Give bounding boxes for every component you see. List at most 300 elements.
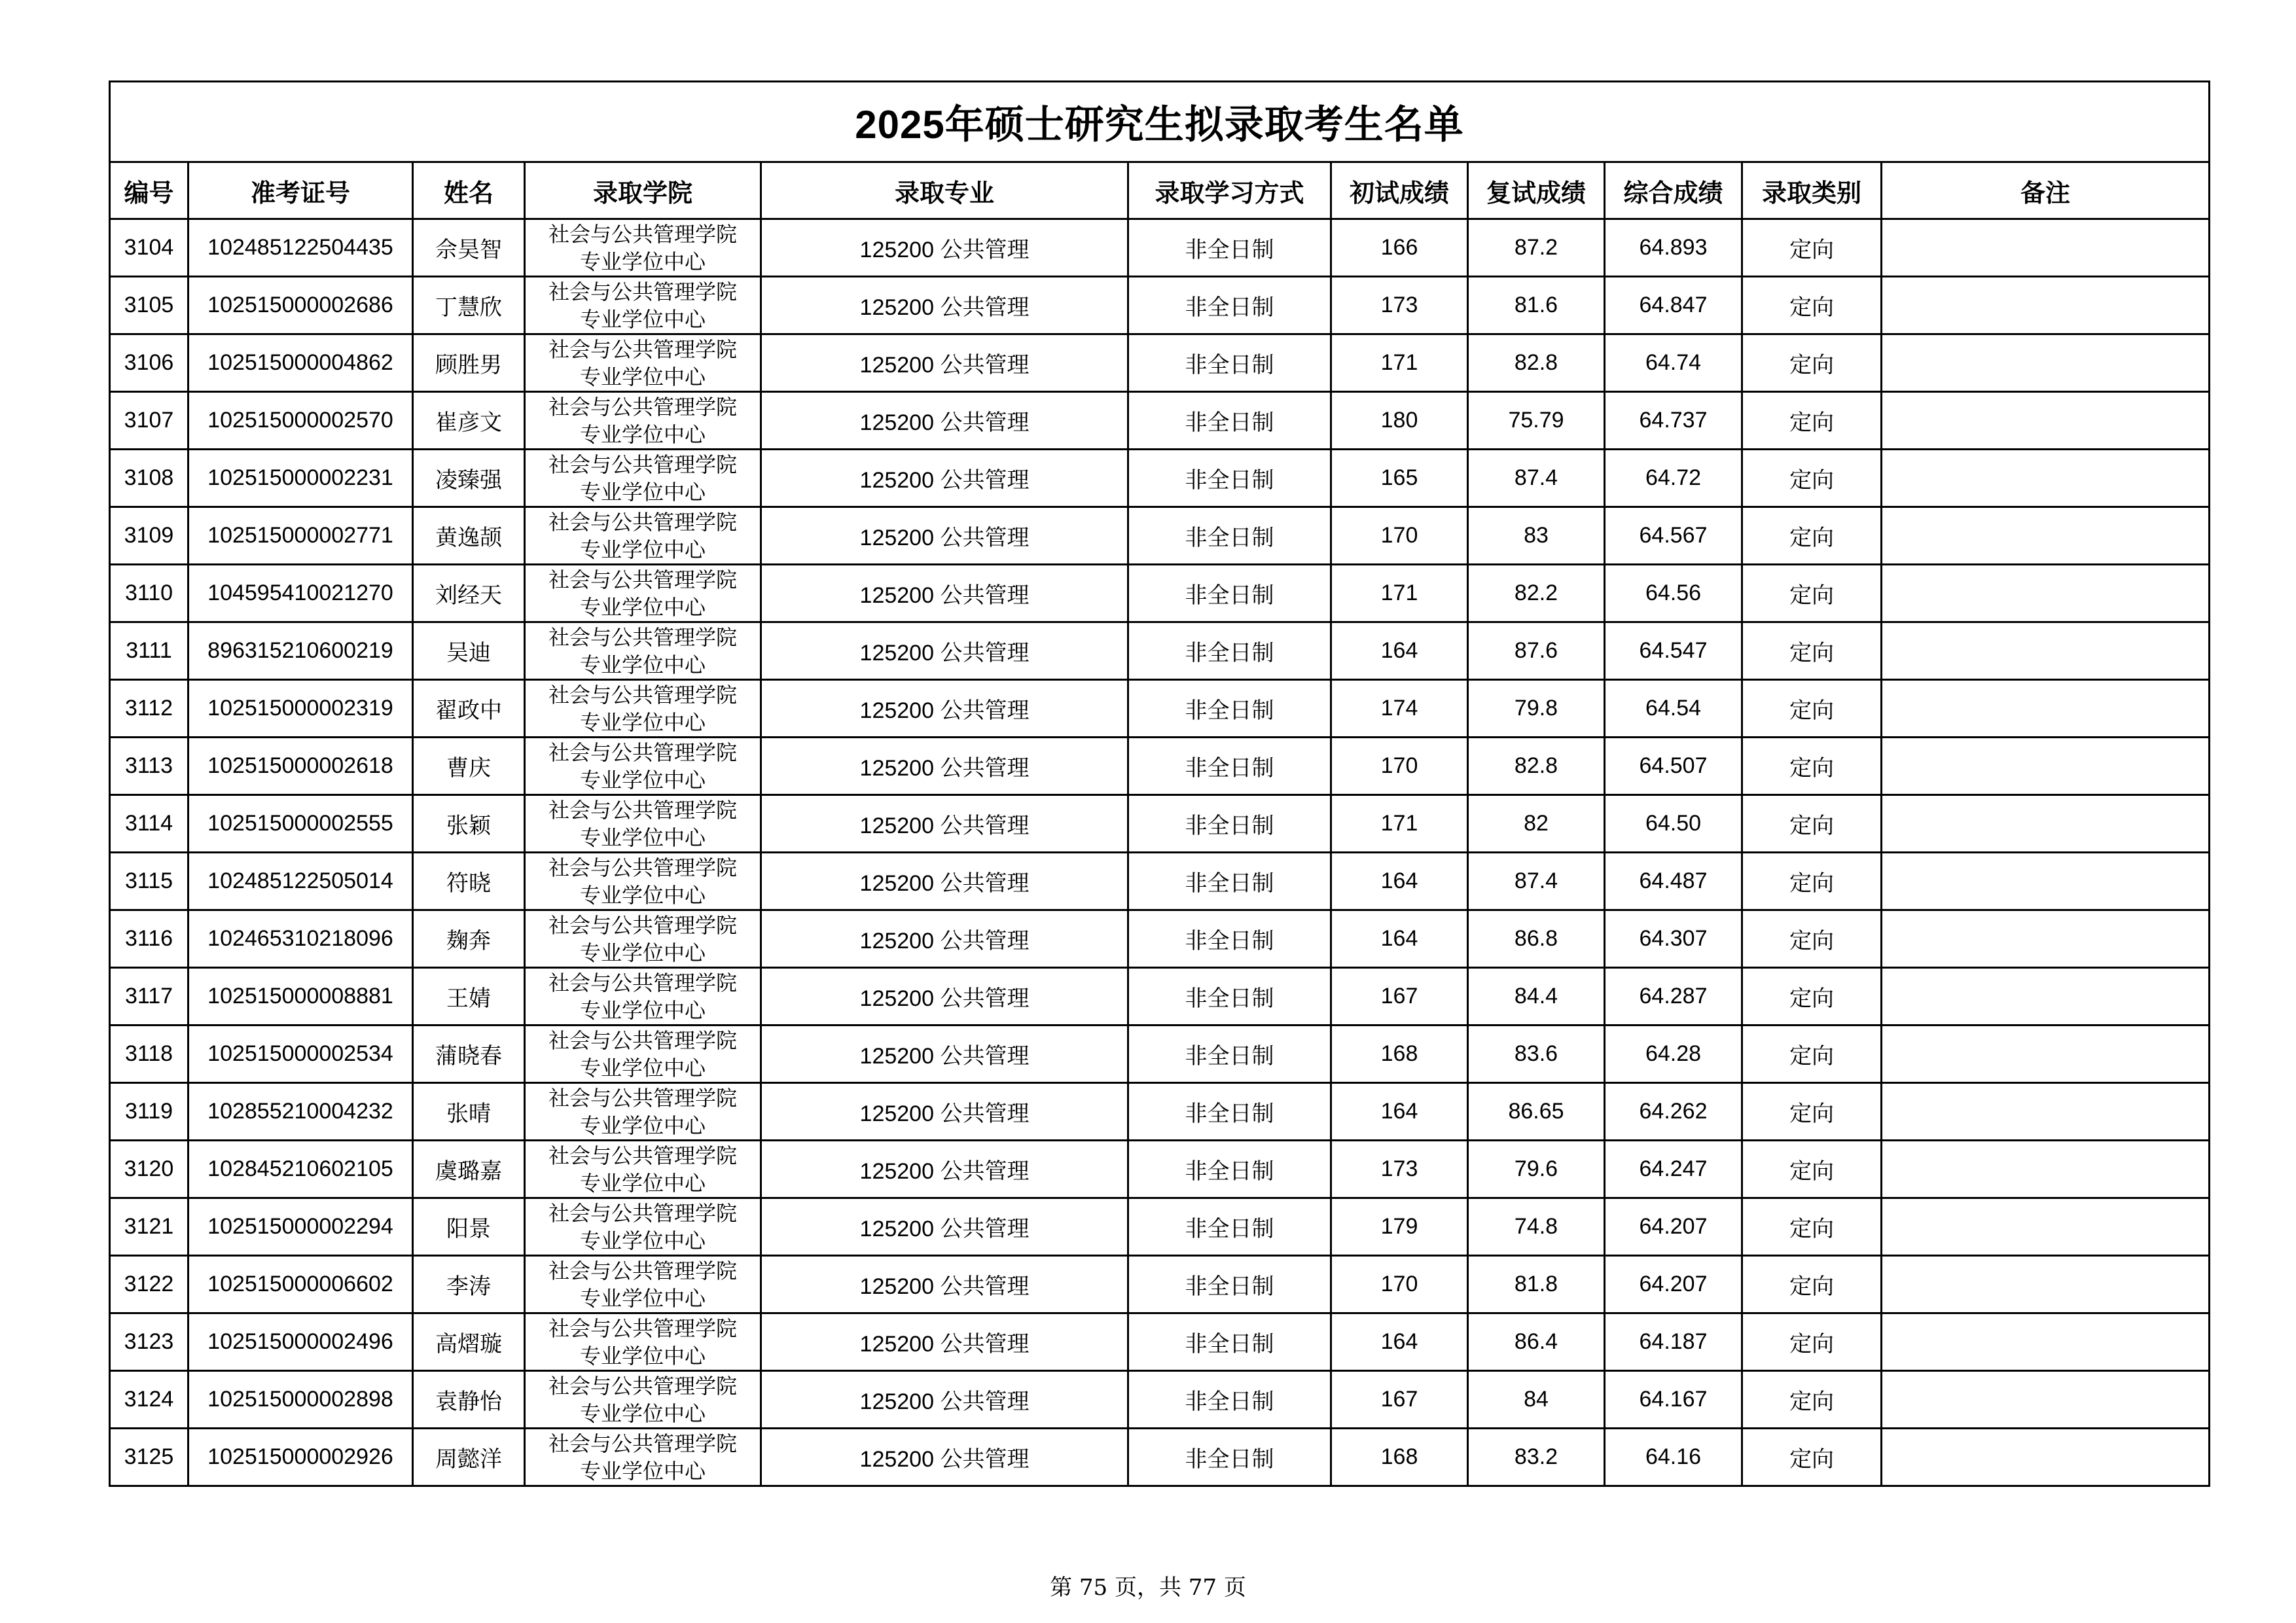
cell-college xyxy=(525,910,761,968)
college-line-2: 专业学位中心 xyxy=(579,479,706,505)
cell-retest-score: 79.6 xyxy=(1468,1141,1605,1198)
college-line-2: 专业学位中心 xyxy=(579,1343,706,1368)
cell-category: 定向 xyxy=(1742,565,1882,622)
cell-category: 定向 xyxy=(1742,334,1882,392)
cell-note xyxy=(1882,565,2210,622)
cell-study-mode: 非全日制 xyxy=(1128,507,1331,565)
table-row xyxy=(110,1141,2210,1198)
table-row xyxy=(110,910,2210,968)
cell-major: 125200 公共管理 xyxy=(761,968,1128,1026)
cell-no: 3120 xyxy=(110,1141,188,1198)
cell-college xyxy=(525,680,761,738)
cell-major: 125200 公共管理 xyxy=(761,1083,1128,1141)
college-line-2: 专业学位中心 xyxy=(579,1400,706,1426)
cell-major: 125200 公共管理 xyxy=(761,334,1128,392)
cell-college xyxy=(525,1141,761,1198)
cell-prelim-score: 180 xyxy=(1331,392,1468,450)
table-row xyxy=(110,392,2210,450)
cell-total-score: 64.74 xyxy=(1605,334,1742,392)
cell-exam-id: 102515000002771 xyxy=(188,507,413,565)
cell-note xyxy=(1882,507,2210,565)
college-line-1: 社会与公共管理学院 xyxy=(548,1027,737,1053)
cell-name: 袁静怡 xyxy=(413,1371,525,1429)
cell-college xyxy=(525,853,761,910)
cell-prelim-score: 174 xyxy=(1331,680,1468,738)
college-line-2: 专业学位中心 xyxy=(579,306,706,332)
cell-note xyxy=(1882,392,2210,450)
cell-retest-score: 84 xyxy=(1468,1371,1605,1429)
college-line-1: 社会与公共管理学院 xyxy=(548,970,737,995)
cell-exam-id: 102515000004862 xyxy=(188,334,413,392)
cell-prelim-score: 164 xyxy=(1331,853,1468,910)
cell-major: 125200 公共管理 xyxy=(761,450,1128,507)
cell-major: 125200 公共管理 xyxy=(761,392,1128,450)
cell-retest-score: 87.4 xyxy=(1468,450,1605,507)
cell-major: 125200 公共管理 xyxy=(761,910,1128,968)
cell-prelim-score: 168 xyxy=(1331,1429,1468,1486)
cell-exam-id: 102485122505014 xyxy=(188,853,413,910)
cell-name: 佘昊智 xyxy=(413,219,525,277)
cell-major: 125200 公共管理 xyxy=(761,1256,1128,1313)
table-row xyxy=(110,507,2210,565)
college-line-1: 社会与公共管理学院 xyxy=(548,855,737,880)
college-line-1: 社会与公共管理学院 xyxy=(548,797,737,823)
cell-retest-score: 82.8 xyxy=(1468,334,1605,392)
cell-study-mode: 非全日制 xyxy=(1128,853,1331,910)
cell-name: 周懿洋 xyxy=(413,1429,525,1486)
cell-total-score: 64.187 xyxy=(1605,1313,1742,1371)
cell-category: 定向 xyxy=(1742,1429,1882,1486)
college-line-2: 专业学位中心 xyxy=(579,940,706,965)
cell-exam-id: 102515000002555 xyxy=(188,795,413,853)
cell-total-score: 64.56 xyxy=(1605,565,1742,622)
cell-study-mode: 非全日制 xyxy=(1128,1198,1331,1256)
cell-college xyxy=(525,622,761,680)
college-line-2: 专业学位中心 xyxy=(579,1170,706,1196)
cell-prelim-score: 170 xyxy=(1331,1256,1468,1313)
cell-exam-id: 102515000002534 xyxy=(188,1026,413,1083)
cell-name: 符晓 xyxy=(413,853,525,910)
cell-college xyxy=(525,1313,761,1371)
cell-name: 张晴 xyxy=(413,1083,525,1141)
cell-study-mode: 非全日制 xyxy=(1128,1083,1331,1141)
cell-college xyxy=(525,1371,761,1429)
cell-note xyxy=(1882,1313,2210,1371)
cell-note xyxy=(1882,1256,2210,1313)
cell-name: 顾胜男 xyxy=(413,334,525,392)
cell-note xyxy=(1882,968,2210,1026)
cell-category: 定向 xyxy=(1742,622,1882,680)
cell-name: 崔彦文 xyxy=(413,392,525,450)
cell-major: 125200 公共管理 xyxy=(761,219,1128,277)
cell-prelim-score: 167 xyxy=(1331,1371,1468,1429)
cell-total-score: 64.487 xyxy=(1605,853,1742,910)
cell-note xyxy=(1882,738,2210,795)
cell-college xyxy=(525,1429,761,1486)
cell-no: 3108 xyxy=(110,450,188,507)
cell-no: 3105 xyxy=(110,277,188,334)
table-row xyxy=(110,680,2210,738)
cell-note xyxy=(1882,334,2210,392)
cell-total-score: 64.567 xyxy=(1605,507,1742,565)
college-line-1: 社会与公共管理学院 xyxy=(548,394,737,419)
cell-exam-id: 102515000002618 xyxy=(188,738,413,795)
cell-note xyxy=(1882,1429,2210,1486)
cell-major: 125200 公共管理 xyxy=(761,1313,1128,1371)
cell-category: 定向 xyxy=(1742,1313,1882,1371)
cell-category: 定向 xyxy=(1742,795,1882,853)
cell-category: 定向 xyxy=(1742,219,1882,277)
table-row xyxy=(110,334,2210,392)
cell-category: 定向 xyxy=(1742,910,1882,968)
cell-name: 李涛 xyxy=(413,1256,525,1313)
cell-name: 阳景 xyxy=(413,1198,525,1256)
cell-note xyxy=(1882,795,2210,853)
cell-note xyxy=(1882,1026,2210,1083)
cell-prelim-score: 168 xyxy=(1331,1026,1468,1083)
cell-exam-id: 102465310218096 xyxy=(188,910,413,968)
cell-no: 3121 xyxy=(110,1198,188,1256)
cell-study-mode: 非全日制 xyxy=(1128,450,1331,507)
cell-college xyxy=(525,507,761,565)
cell-total-score: 64.737 xyxy=(1605,392,1742,450)
cell-study-mode: 非全日制 xyxy=(1128,277,1331,334)
cell-study-mode: 非全日制 xyxy=(1128,680,1331,738)
cell-name: 高熠璇 xyxy=(413,1313,525,1371)
cell-retest-score: 87.6 xyxy=(1468,622,1605,680)
cell-prelim-score: 167 xyxy=(1331,968,1468,1026)
cell-exam-id: 102515000002294 xyxy=(188,1198,413,1256)
cell-prelim-score: 164 xyxy=(1331,1083,1468,1141)
cell-no: 3110 xyxy=(110,565,188,622)
header-college: 录取学院 xyxy=(525,162,761,219)
header-category: 录取类别 xyxy=(1742,162,1882,219)
cell-major: 125200 公共管理 xyxy=(761,680,1128,738)
header-name: 姓名 xyxy=(413,162,525,219)
college-line-1: 社会与公共管理学院 xyxy=(548,1200,737,1226)
cell-prelim-score: 166 xyxy=(1331,219,1468,277)
cell-exam-id: 102515000002496 xyxy=(188,1313,413,1371)
cell-study-mode: 非全日制 xyxy=(1128,1256,1331,1313)
college-line-1: 社会与公共管理学院 xyxy=(548,1431,737,1456)
cell-prelim-score: 164 xyxy=(1331,910,1468,968)
cell-exam-id: 104595410021270 xyxy=(188,565,413,622)
cell-category: 定向 xyxy=(1742,1026,1882,1083)
cell-retest-score: 83.6 xyxy=(1468,1026,1605,1083)
cell-no: 3119 xyxy=(110,1083,188,1141)
college-line-2: 专业学位中心 xyxy=(579,652,706,677)
table-row xyxy=(110,968,2210,1026)
cell-no: 3116 xyxy=(110,910,188,968)
cell-category: 定向 xyxy=(1742,277,1882,334)
cell-prelim-score: 170 xyxy=(1331,738,1468,795)
cell-college xyxy=(525,1256,761,1313)
cell-total-score: 64.847 xyxy=(1605,277,1742,334)
header-major: 录取专业 xyxy=(761,162,1128,219)
cell-study-mode: 非全日制 xyxy=(1128,795,1331,853)
admission-table xyxy=(109,80,2210,1487)
college-line-2: 专业学位中心 xyxy=(579,421,706,447)
cell-college xyxy=(525,738,761,795)
cell-retest-score: 82.8 xyxy=(1468,738,1605,795)
college-line-1: 社会与公共管理学院 xyxy=(548,682,737,707)
cell-exam-id: 102515000002231 xyxy=(188,450,413,507)
cell-no: 3114 xyxy=(110,795,188,853)
college-line-2: 专业学位中心 xyxy=(579,537,706,562)
cell-study-mode: 非全日制 xyxy=(1128,910,1331,968)
cell-total-score: 64.507 xyxy=(1605,738,1742,795)
cell-no: 3117 xyxy=(110,968,188,1026)
cell-no: 3113 xyxy=(110,738,188,795)
cell-retest-score: 86.8 xyxy=(1468,910,1605,968)
cell-retest-score: 86.65 xyxy=(1468,1083,1605,1141)
college-line-1: 社会与公共管理学院 xyxy=(548,567,737,592)
cell-note xyxy=(1882,622,2210,680)
cell-total-score: 64.50 xyxy=(1605,795,1742,853)
cell-study-mode: 非全日制 xyxy=(1128,1141,1331,1198)
cell-college xyxy=(525,1083,761,1141)
cell-no: 3123 xyxy=(110,1313,188,1371)
cell-total-score: 64.28 xyxy=(1605,1026,1742,1083)
cell-note xyxy=(1882,1371,2210,1429)
cell-study-mode: 非全日制 xyxy=(1128,1313,1331,1371)
cell-prelim-score: 170 xyxy=(1331,507,1468,565)
cell-exam-id: 102515000002686 xyxy=(188,277,413,334)
college-line-1: 社会与公共管理学院 xyxy=(548,912,737,938)
college-line-2: 专业学位中心 xyxy=(579,594,706,620)
cell-no: 3124 xyxy=(110,1371,188,1429)
cell-retest-score: 82.2 xyxy=(1468,565,1605,622)
cell-note xyxy=(1882,1141,2210,1198)
cell-retest-score: 81.8 xyxy=(1468,1256,1605,1313)
college-line-2: 专业学位中心 xyxy=(579,249,706,274)
cell-exam-id: 102515000002319 xyxy=(188,680,413,738)
header-retest-score: 复试成绩 xyxy=(1468,162,1605,219)
cell-retest-score: 83.2 xyxy=(1468,1429,1605,1486)
cell-name: 王婧 xyxy=(413,968,525,1026)
cell-college xyxy=(525,450,761,507)
cell-category: 定向 xyxy=(1742,968,1882,1026)
cell-major: 125200 公共管理 xyxy=(761,738,1128,795)
table-row xyxy=(110,1429,2210,1486)
cell-retest-score: 79.8 xyxy=(1468,680,1605,738)
header-note: 备注 xyxy=(1882,162,2210,219)
cell-study-mode: 非全日制 xyxy=(1128,565,1331,622)
cell-category: 定向 xyxy=(1742,1198,1882,1256)
cell-note xyxy=(1882,1083,2210,1141)
cell-name: 黄逸颉 xyxy=(413,507,525,565)
college-line-1: 社会与公共管理学院 xyxy=(548,452,737,477)
cell-prelim-score: 164 xyxy=(1331,622,1468,680)
cell-major: 125200 公共管理 xyxy=(761,1429,1128,1486)
cell-college xyxy=(525,968,761,1026)
college-line-1: 社会与公共管理学院 xyxy=(548,336,737,362)
cell-major: 125200 公共管理 xyxy=(761,507,1128,565)
cell-category: 定向 xyxy=(1742,392,1882,450)
cell-total-score: 64.207 xyxy=(1605,1256,1742,1313)
cell-major: 125200 公共管理 xyxy=(761,795,1128,853)
cell-study-mode: 非全日制 xyxy=(1128,622,1331,680)
cell-exam-id: 102855210004232 xyxy=(188,1083,413,1141)
cell-name: 吴迪 xyxy=(413,622,525,680)
table-row xyxy=(110,738,2210,795)
cell-name: 虞璐嘉 xyxy=(413,1141,525,1198)
cell-category: 定向 xyxy=(1742,1371,1882,1429)
college-line-1: 社会与公共管理学院 xyxy=(548,221,737,247)
cell-study-mode: 非全日制 xyxy=(1128,334,1331,392)
page-footer: 第 75 页，共 77 页 xyxy=(1050,1575,1246,1601)
cell-no: 3111 xyxy=(110,622,188,680)
cell-college xyxy=(525,392,761,450)
cell-major: 125200 公共管理 xyxy=(761,853,1128,910)
college-line-2: 专业学位中心 xyxy=(579,709,706,735)
cell-study-mode: 非全日制 xyxy=(1128,392,1331,450)
cell-prelim-score: 164 xyxy=(1331,1313,1468,1371)
cell-study-mode: 非全日制 xyxy=(1128,1429,1331,1486)
college-line-2: 专业学位中心 xyxy=(579,364,706,389)
cell-name: 翟政中 xyxy=(413,680,525,738)
header-row xyxy=(110,162,2210,219)
cell-note xyxy=(1882,680,2210,738)
cell-prelim-score: 173 xyxy=(1331,277,1468,334)
cell-exam-id: 102515000002926 xyxy=(188,1429,413,1486)
cell-exam-id: 102515000002570 xyxy=(188,392,413,450)
cell-prelim-score: 173 xyxy=(1331,1141,1468,1198)
cell-category: 定向 xyxy=(1742,738,1882,795)
cell-total-score: 64.207 xyxy=(1605,1198,1742,1256)
cell-exam-id: 102845210602105 xyxy=(188,1141,413,1198)
cell-retest-score: 83 xyxy=(1468,507,1605,565)
cell-study-mode: 非全日制 xyxy=(1128,1371,1331,1429)
cell-total-score: 64.893 xyxy=(1605,219,1742,277)
cell-note xyxy=(1882,1198,2210,1256)
table-row xyxy=(110,1198,2210,1256)
cell-category: 定向 xyxy=(1742,1256,1882,1313)
table-row xyxy=(110,1026,2210,1083)
cell-category: 定向 xyxy=(1742,450,1882,507)
cell-prelim-score: 171 xyxy=(1331,795,1468,853)
cell-no: 3112 xyxy=(110,680,188,738)
cell-study-mode: 非全日制 xyxy=(1128,219,1331,277)
cell-note xyxy=(1882,450,2210,507)
cell-total-score: 64.72 xyxy=(1605,450,1742,507)
cell-major: 125200 公共管理 xyxy=(761,565,1128,622)
table-body xyxy=(110,219,2210,1486)
college-line-1: 社会与公共管理学院 xyxy=(548,1373,737,1399)
cell-retest-score: 84.4 xyxy=(1468,968,1605,1026)
table-row xyxy=(110,622,2210,680)
header-exam-id: 准考证号 xyxy=(188,162,413,219)
cell-college xyxy=(525,1026,761,1083)
college-line-2: 专业学位中心 xyxy=(579,767,706,793)
admission-list-sheet xyxy=(109,80,2208,1487)
header-total-score: 综合成绩 xyxy=(1605,162,1742,219)
cell-prelim-score: 165 xyxy=(1331,450,1468,507)
cell-no: 3118 xyxy=(110,1026,188,1083)
cell-name: 张颖 xyxy=(413,795,525,853)
cell-exam-id: 102515000006602 xyxy=(188,1256,413,1313)
cell-note xyxy=(1882,853,2210,910)
cell-major: 125200 公共管理 xyxy=(761,1141,1128,1198)
cell-prelim-score: 171 xyxy=(1331,334,1468,392)
cell-category: 定向 xyxy=(1742,1083,1882,1141)
cell-retest-score: 87.2 xyxy=(1468,219,1605,277)
college-line-1: 社会与公共管理学院 xyxy=(548,509,737,535)
cell-retest-score: 82 xyxy=(1468,795,1605,853)
cell-major: 125200 公共管理 xyxy=(761,622,1128,680)
cell-college xyxy=(525,795,761,853)
college-line-2: 专业学位中心 xyxy=(579,825,706,850)
cell-name: 丁慧欣 xyxy=(413,277,525,334)
cell-no: 3115 xyxy=(110,853,188,910)
college-line-2: 专业学位中心 xyxy=(579,1055,706,1080)
cell-no: 3107 xyxy=(110,392,188,450)
cell-college xyxy=(525,1198,761,1256)
cell-study-mode: 非全日制 xyxy=(1128,968,1331,1026)
college-line-2: 专业学位中心 xyxy=(579,1113,706,1138)
college-line-1: 社会与公共管理学院 xyxy=(548,1085,737,1111)
cell-college xyxy=(525,565,761,622)
cell-major: 125200 公共管理 xyxy=(761,1026,1128,1083)
cell-total-score: 64.16 xyxy=(1605,1429,1742,1486)
college-line-2: 专业学位中心 xyxy=(579,1285,706,1311)
cell-name: 刘经天 xyxy=(413,565,525,622)
cell-no: 3106 xyxy=(110,334,188,392)
cell-name: 蒲晓春 xyxy=(413,1026,525,1083)
cell-total-score: 64.287 xyxy=(1605,968,1742,1026)
cell-total-score: 64.307 xyxy=(1605,910,1742,968)
college-line-1: 社会与公共管理学院 xyxy=(548,1315,737,1341)
cell-note xyxy=(1882,910,2210,968)
cell-study-mode: 非全日制 xyxy=(1128,1026,1331,1083)
cell-name: 麹奔 xyxy=(413,910,525,968)
header-no: 编号 xyxy=(110,162,188,219)
cell-college xyxy=(525,277,761,334)
cell-retest-score: 75.79 xyxy=(1468,392,1605,450)
cell-total-score: 64.167 xyxy=(1605,1371,1742,1429)
cell-study-mode: 非全日制 xyxy=(1128,738,1331,795)
table-row xyxy=(110,795,2210,853)
college-line-1: 社会与公共管理学院 xyxy=(548,279,737,304)
cell-no: 3125 xyxy=(110,1429,188,1486)
college-line-1: 社会与公共管理学院 xyxy=(548,740,737,765)
cell-category: 定向 xyxy=(1742,507,1882,565)
cell-total-score: 64.547 xyxy=(1605,622,1742,680)
cell-category: 定向 xyxy=(1742,853,1882,910)
cell-exam-id: 102485122504435 xyxy=(188,219,413,277)
cell-major: 125200 公共管理 xyxy=(761,1198,1128,1256)
page-title: 2025年硕士研究生拟录取考生名单 xyxy=(110,82,2210,162)
cell-total-score: 64.247 xyxy=(1605,1141,1742,1198)
college-line-1: 社会与公共管理学院 xyxy=(548,1143,737,1168)
college-line-2: 专业学位中心 xyxy=(579,1458,706,1484)
cell-college xyxy=(525,219,761,277)
college-line-2: 专业学位中心 xyxy=(579,882,706,908)
cell-total-score: 64.262 xyxy=(1605,1083,1742,1141)
cell-prelim-score: 171 xyxy=(1331,565,1468,622)
cell-exam-id: 102515000002898 xyxy=(188,1371,413,1429)
cell-major: 125200 公共管理 xyxy=(761,277,1128,334)
college-line-2: 专业学位中心 xyxy=(579,1228,706,1253)
table-row xyxy=(110,1083,2210,1141)
cell-note xyxy=(1882,277,2210,334)
cell-no: 3109 xyxy=(110,507,188,565)
table-row xyxy=(110,219,2210,277)
header-prelim-score: 初试成绩 xyxy=(1331,162,1468,219)
table-row xyxy=(110,450,2210,507)
cell-college xyxy=(525,334,761,392)
header-study-mode: 录取学习方式 xyxy=(1128,162,1331,219)
